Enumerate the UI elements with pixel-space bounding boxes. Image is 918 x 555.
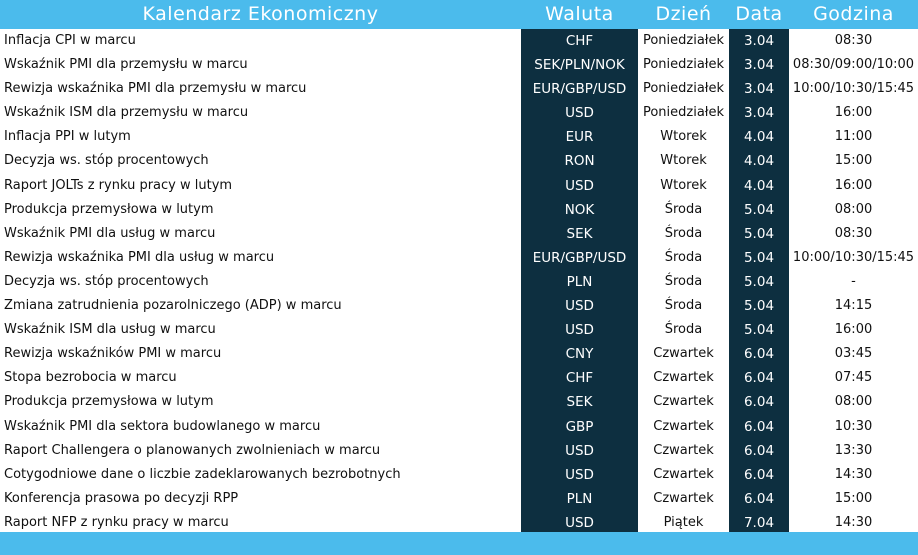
event-name: Raport Challengera o planowanych zwolnieniach w marcu xyxy=(4,442,381,458)
event-name: Zmiana zatrudnienia pozarolniczego (ADP) w marcu xyxy=(4,298,342,314)
currency-cell: NOK xyxy=(521,198,638,222)
currency-cell: USD xyxy=(521,174,638,198)
time-cell: 15:00 xyxy=(834,153,873,169)
time-cell: 13:30 xyxy=(834,442,873,458)
event-name: Wskaźnik ISM dla przemysłu w marcu xyxy=(4,105,249,121)
currency-cell: SEK xyxy=(521,222,638,246)
currency-cell: CNY xyxy=(521,342,638,366)
table-row xyxy=(0,77,918,101)
currency-cell: USD xyxy=(521,463,638,487)
table-row xyxy=(0,342,918,366)
time-cell: 16:00 xyxy=(834,177,873,193)
day-cell: Środa xyxy=(664,249,703,265)
currency-cell: CHF xyxy=(521,29,638,53)
event-name: Decyzja ws. stóp procentowych xyxy=(4,273,209,289)
currency-cell: SEK/PLN/NOK xyxy=(521,53,638,77)
time-cell: 16:00 xyxy=(834,322,873,338)
time-cell: 11:00 xyxy=(834,129,873,145)
event-name: Wskaźnik PMI dla przemysłu w marcu xyxy=(4,57,248,73)
header-day: Dzień xyxy=(655,3,712,25)
header-time: Godzina xyxy=(813,3,894,25)
time-cell: 14:30 xyxy=(834,514,873,530)
table-row xyxy=(0,294,918,318)
table-row xyxy=(0,149,918,173)
date-cell: 3.04 xyxy=(729,29,789,53)
table-row xyxy=(0,125,918,149)
time-cell: 08:00 xyxy=(834,394,873,410)
header-currency: Waluta xyxy=(545,3,614,25)
event-name: Produkcja przemysłowa w lutym xyxy=(4,394,214,410)
currency-cell: USD xyxy=(521,101,638,125)
event-name: Inflacja PPI w lutym xyxy=(4,129,131,145)
time-cell: 10:00/10:30/15:45 xyxy=(792,249,915,265)
date-cell: 5.04 xyxy=(729,198,789,222)
time-cell: 07:45 xyxy=(834,370,873,386)
date-cell: 3.04 xyxy=(729,53,789,77)
day-cell: Wtorek xyxy=(660,129,707,145)
event-name: Rewizja wskaźników PMI w marcu xyxy=(4,346,222,362)
date-cell: 6.04 xyxy=(729,439,789,463)
day-cell: Poniedziałek xyxy=(642,105,725,121)
time-cell: 08:30 xyxy=(834,33,873,48)
event-name: Produkcja przemysłowa w lutym xyxy=(4,201,214,217)
date-cell: 4.04 xyxy=(729,149,789,173)
table-row xyxy=(0,222,918,246)
date-cell: 6.04 xyxy=(729,463,789,487)
date-cell: 6.04 xyxy=(729,366,789,390)
date-cell: 6.04 xyxy=(729,342,789,366)
day-cell: Środa xyxy=(664,225,703,241)
date-cell: 3.04 xyxy=(729,77,789,101)
event-name: Wskaźnik PMI dla usług w marcu xyxy=(4,225,216,241)
time-cell: 08:30 xyxy=(834,225,873,241)
time-cell: 10:00/10:30/15:45 xyxy=(792,81,915,97)
day-cell: Wtorek xyxy=(660,177,707,193)
event-name: Wskaźnik ISM dla usług w marcu xyxy=(4,322,216,338)
table-row xyxy=(0,439,918,463)
date-cell: 7.04 xyxy=(729,511,789,535)
day-cell: Środa xyxy=(664,298,703,314)
date-cell: 4.04 xyxy=(729,174,789,198)
header-date: Data xyxy=(735,3,783,25)
table-row xyxy=(0,174,918,198)
date-cell: 6.04 xyxy=(729,487,789,511)
date-cell: 5.04 xyxy=(729,222,789,246)
currency-cell: PLN xyxy=(521,487,638,511)
event-name: Rewizja wskaźnika PMI dla przemysłu w marcu xyxy=(4,81,307,97)
event-name: Rewizja wskaźnika PMI dla usług w marcu xyxy=(4,249,275,265)
day-cell: Czwartek xyxy=(653,466,714,482)
day-cell: Czwartek xyxy=(653,394,714,410)
currency-cell: GBP xyxy=(521,415,638,439)
calendar-table-body xyxy=(0,29,918,535)
event-name: Konferencja prasowa po decyzji RPP xyxy=(4,490,239,506)
table-row xyxy=(0,318,918,342)
currency-cell: USD xyxy=(521,511,638,535)
header-title: Kalendarz Ekonomiczny xyxy=(142,3,379,25)
table-footer-bar xyxy=(0,532,918,555)
day-cell: Czwartek xyxy=(653,442,714,458)
time-cell: - xyxy=(851,273,856,289)
currency-cell: PLN xyxy=(521,270,638,294)
currency-cell: USD xyxy=(521,318,638,342)
table-row xyxy=(0,463,918,487)
day-cell: Czwartek xyxy=(653,418,714,434)
date-cell: 5.04 xyxy=(729,318,789,342)
time-cell: 08:30/09:00/10:00 xyxy=(792,57,915,73)
day-cell: Wtorek xyxy=(660,153,707,169)
day-cell: Czwartek xyxy=(653,490,714,506)
table-row xyxy=(0,53,918,77)
date-cell: 5.04 xyxy=(729,270,789,294)
time-cell: 15:00 xyxy=(834,490,873,506)
table-row xyxy=(0,246,918,270)
day-cell: Środa xyxy=(664,273,703,289)
table-row xyxy=(0,101,918,125)
event-name: Inflacja CPI w marcu xyxy=(4,33,136,48)
table-row xyxy=(0,29,918,53)
date-cell: 5.04 xyxy=(729,246,789,270)
table-row xyxy=(0,390,918,414)
time-cell: 14:15 xyxy=(834,298,873,314)
day-cell: Poniedziałek xyxy=(642,57,725,73)
date-cell: 3.04 xyxy=(729,101,789,125)
event-name: Raport JOLTs z rynku pracy w lutym xyxy=(4,177,233,193)
table-row xyxy=(0,198,918,222)
table-row xyxy=(0,415,918,439)
day-cell: Piątek xyxy=(663,514,704,530)
currency-cell: EUR xyxy=(521,125,638,149)
day-cell: Poniedziałek xyxy=(642,81,725,97)
currency-cell: SEK xyxy=(521,390,638,414)
event-name: Wskaźnik PMI dla sektora budowlanego w marcu xyxy=(4,418,321,434)
time-cell: 14:30 xyxy=(834,466,873,482)
table-header xyxy=(0,0,918,29)
time-cell: 16:00 xyxy=(834,105,873,121)
table-row xyxy=(0,366,918,390)
table-row xyxy=(0,487,918,511)
day-cell: Czwartek xyxy=(653,370,714,386)
currency-cell: CHF xyxy=(521,366,638,390)
currency-cell: EUR/GBP/USD xyxy=(521,246,638,270)
day-cell: Środa xyxy=(664,322,703,338)
table-row xyxy=(0,270,918,294)
time-cell: 10:30 xyxy=(834,418,873,434)
currency-cell: USD xyxy=(521,294,638,318)
date-cell: 4.04 xyxy=(729,125,789,149)
time-cell: 08:00 xyxy=(834,201,873,217)
event-name: Decyzja ws. stóp procentowych xyxy=(4,153,209,169)
date-cell: 6.04 xyxy=(729,415,789,439)
currency-cell: EUR/GBP/USD xyxy=(521,77,638,101)
currency-cell: RON xyxy=(521,149,638,173)
event-name: Stopa bezrobocia w marcu xyxy=(4,370,177,386)
day-cell: Środa xyxy=(664,201,703,217)
event-name: Raport NFP z rynku pracy w marcu xyxy=(4,514,229,530)
time-cell: 03:45 xyxy=(834,346,873,362)
currency-cell: USD xyxy=(521,439,638,463)
date-cell: 6.04 xyxy=(729,390,789,414)
day-cell: Poniedziałek xyxy=(642,33,725,48)
day-cell: Czwartek xyxy=(653,346,714,362)
event-name: Cotygodniowe dane o liczbie zadeklarowanych bezrobotnych xyxy=(4,466,401,482)
date-cell: 5.04 xyxy=(729,294,789,318)
